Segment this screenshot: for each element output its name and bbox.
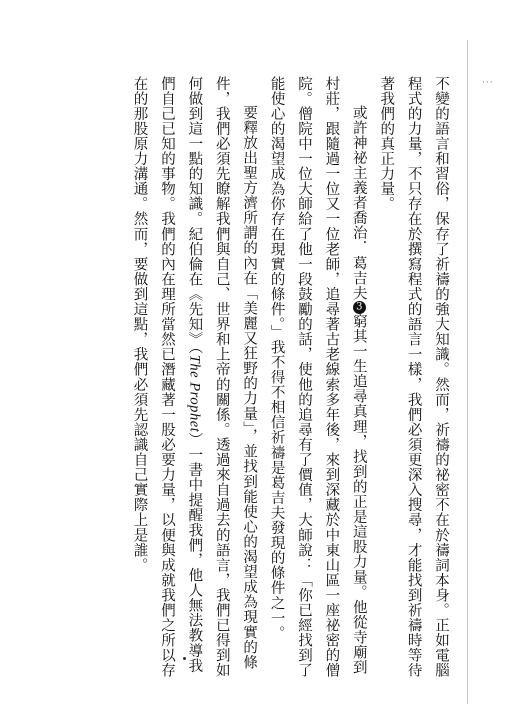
paragraph-1: 不變的語言和習俗，保存了祈禱的強大知識。然而，祈禱的祕密不在於禱詞本身。正如電腦程式的力量，不只存在於撰寫程式的語言一樣，我們必須更深入搜尋，才能找到祈禱時等待著我們的真正力量。 [378,76,449,678]
footnote-marker: 3 [353,301,366,314]
page-gutter-line [467,40,468,704]
paragraph-3 [125,76,262,682]
page-speck [183,657,186,660]
paragraph-2 [262,76,372,682]
paragraph-2-text-b: 窮其一生追尋真理，找到的正是這股力量。他從寺廟到村莊，跟隨過一位又一位老師，追尋著古老線索多年後，來到深藏於中東山區一座祕密的僧院。僧院中一位大師給了他一段鼓勵的話，使他的追尋有了價值，大師說：「你已經找到了能使心的渴望成為你存在現實的條件。」我不得不相信祈禱是葛吉夫發現的條件之一。 [268,76,367,678]
book-title-latin: The Prophet [186,354,203,433]
paragraph-3-text-b: ）一書中提醒我們，他人無法教導我們自己已知的事物。我們的內在理所當然已潛藏著一股必要力量，以便與成就我們之所以存在的那股原力溝通。然而，要做到這點，我們必須先認識自己實際上是誰。 [131,76,203,678]
paragraph-3-text-a: 要釋放出聖方濟所謂的內在「美麗又狂野的力量」，並找到能使心的渴望成為現實的條件，我們必須先瞭解我們與自己、世界和上帝的關係。透過來自過去的語言，我們已得到如何做到這一點的知識。紀伯倫在《先知》（ [186,76,258,678]
body-text [24,76,454,682]
paragraph-2-text-a: 或許神祕主義者喬治．葛吉夫 [350,105,367,301]
corner-mark: ··· [482,78,494,88]
